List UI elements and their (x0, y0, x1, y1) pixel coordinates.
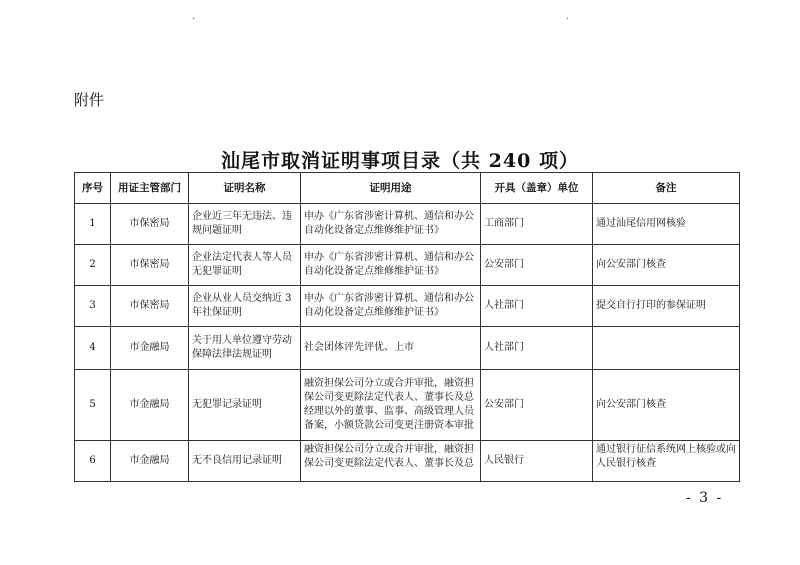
cell-note: 通过汕尾信用网核验 (593, 204, 740, 245)
cell-use: 申办《广东省涉密计算机、通信和办公自动化设备定点维修维护证书》 (301, 286, 481, 327)
table-row (75, 245, 740, 286)
column-header-issuer: 开具（盖章）单位 (481, 173, 593, 204)
cell-use: 申办《广东省涉密计算机、通信和办公自动化设备定点维修维护证书》 (301, 245, 481, 286)
attachment-label: 附件 (74, 91, 105, 109)
column-header-name: 证明名称 (189, 173, 301, 204)
cell-no: 5 (75, 370, 111, 441)
cell-no: 2 (75, 245, 111, 286)
cell-no: 1 (75, 204, 111, 245)
cell-use: 融资担保公司分立或合并审批，融资担保公司变更除法定代表人、董事长及总 (301, 441, 481, 482)
page-title: 汕尾市取消证明事项目录（共 240 项） (221, 150, 579, 172)
scan-mark: · (192, 14, 196, 25)
column-header-dept: 用证主管部门 (111, 173, 189, 204)
catalog-table (74, 172, 740, 482)
scan-mark: · (566, 14, 570, 25)
table-row (75, 327, 740, 370)
table-row (75, 204, 740, 245)
cell-name: 关于用人单位遵守劳动保障法律法规证明 (189, 327, 301, 370)
cell-dept: 市金融局 (111, 441, 189, 482)
table-row (75, 441, 740, 482)
cell-note: 向公安部门核查 (593, 245, 740, 286)
cell-dept: 市保密局 (111, 204, 189, 245)
cell-issuer: 人民银行 (481, 441, 593, 482)
cell-note: 通过银行征信系统网上核验或向人民银行核查 (593, 441, 740, 482)
cell-name: 企业法定代表人等人员无犯罪证明 (189, 245, 301, 286)
cell-dept: 市保密局 (111, 286, 189, 327)
cell-issuer: 人社部门 (481, 286, 593, 327)
cell-dept: 市保密局 (111, 245, 189, 286)
cell-name: 企业从业人员交纳近 3 年社保证明 (189, 286, 301, 327)
table-header-row (75, 173, 740, 204)
cell-name: 无不良信用记录证明 (189, 441, 301, 482)
cell-use: 社会团体评先评优、上市 (301, 327, 481, 370)
cell-note: 向公安部门核查 (593, 370, 740, 441)
cell-issuer: 公安部门 (481, 370, 593, 441)
cell-name: 无犯罪记录证明 (189, 370, 301, 441)
table-row (75, 370, 740, 441)
cell-no: 6 (75, 441, 111, 482)
column-header-note: 备注 (593, 173, 740, 204)
cell-note (593, 327, 740, 370)
table-row (75, 286, 740, 327)
cell-note: 提交自行打印的参保证明 (593, 286, 740, 327)
cell-name: 企业近三年无违法、违规问题证明 (189, 204, 301, 245)
cell-dept: 市金融局 (111, 370, 189, 441)
cell-issuer: 人社部门 (481, 327, 593, 370)
cell-use: 申办《广东省涉密计算机、通信和办公自动化设备定点维修维护证书》 (301, 204, 481, 245)
cell-issuer: 公安部门 (481, 245, 593, 286)
cell-no: 3 (75, 286, 111, 327)
column-header-no: 序号 (75, 173, 111, 204)
page-number: - 3 - (686, 490, 724, 506)
cell-dept: 市金融局 (111, 327, 189, 370)
column-header-use: 证明用途 (301, 173, 481, 204)
cell-no: 4 (75, 327, 111, 370)
cell-issuer: 工商部门 (481, 204, 593, 245)
cell-use: 融资担保公司分立或合并审批，融资担保公司变更除法定代表人、董事长及总经理以外的董事、监事、高级管理人员备案，小额贷款公司变更注册资本审批 (301, 370, 481, 441)
